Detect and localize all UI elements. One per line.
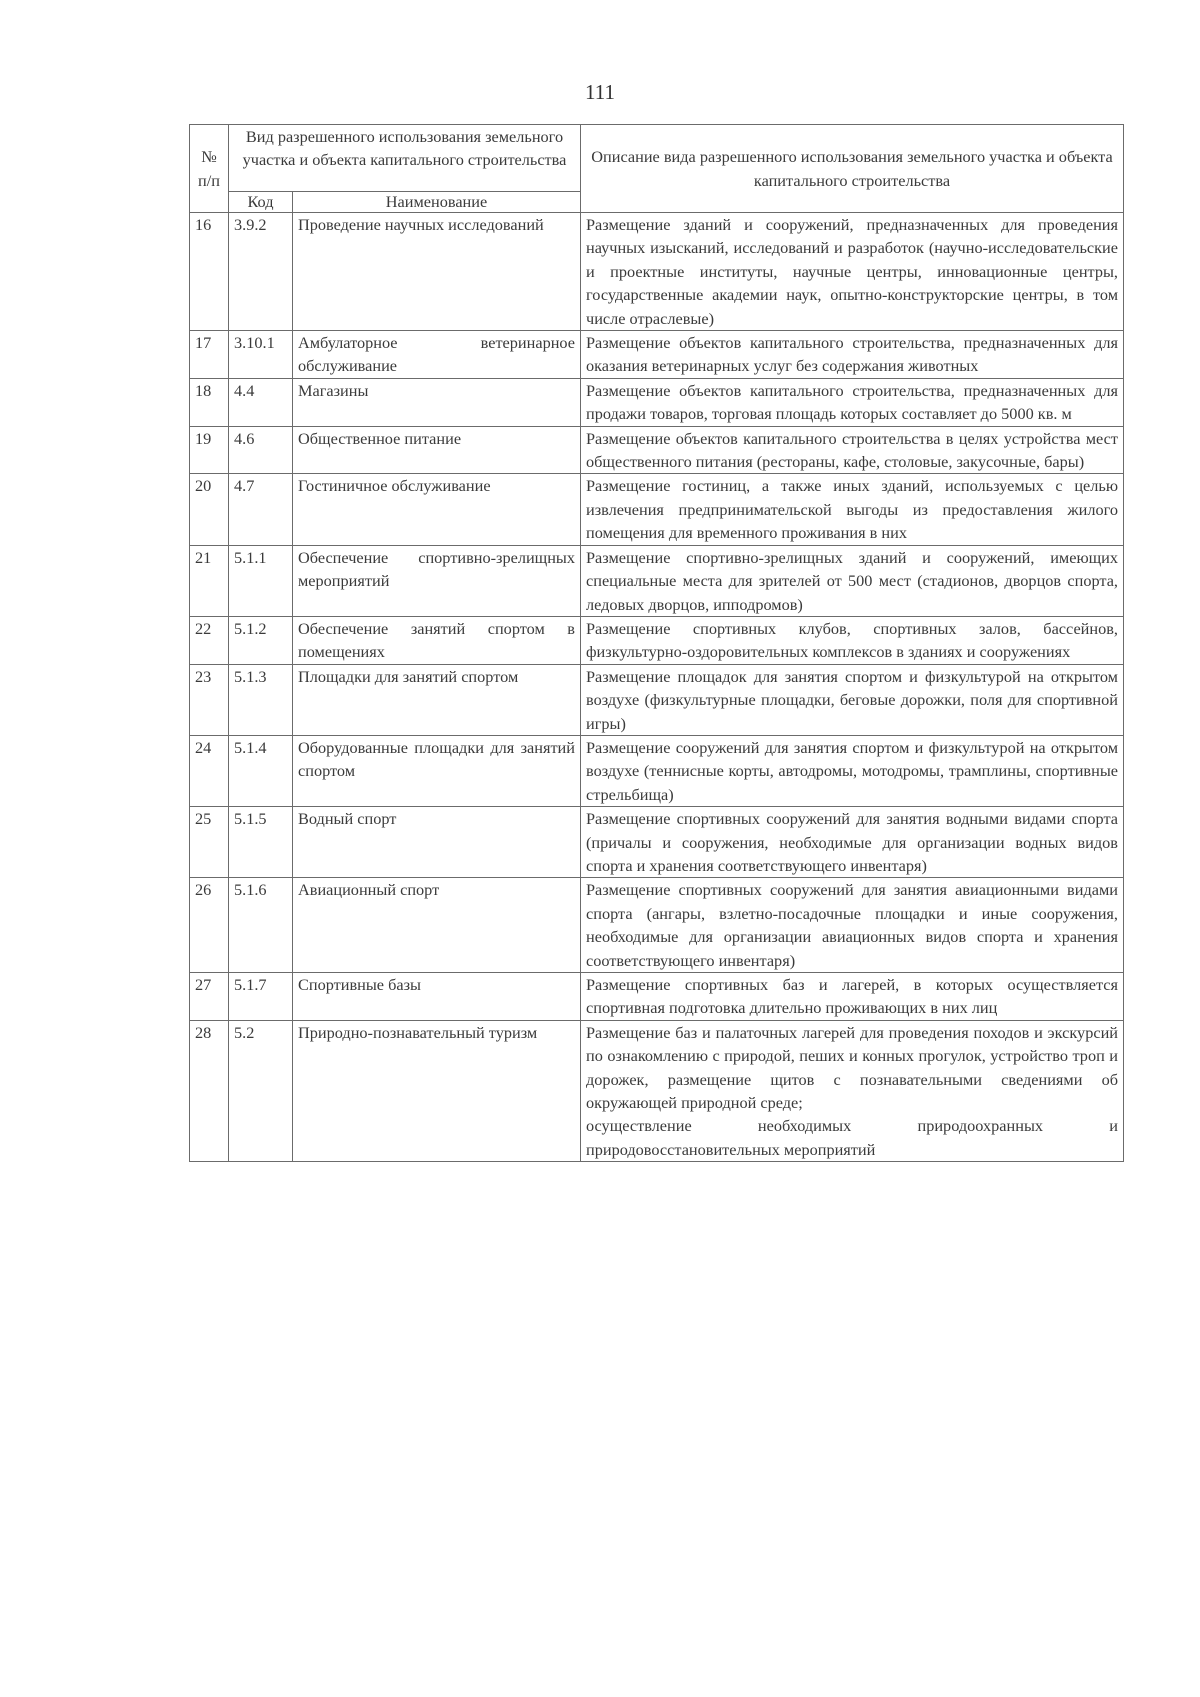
row-number: 18 xyxy=(190,378,229,426)
row-code: 4.7 xyxy=(229,474,293,545)
row-description xyxy=(581,878,1124,973)
row-code: 4.6 xyxy=(229,426,293,474)
row-number: 26 xyxy=(190,878,229,973)
row-number: 28 xyxy=(190,1020,229,1161)
row-code: 4.4 xyxy=(229,378,293,426)
row-name: Оборудованные площадки для занятий спортом xyxy=(293,735,581,806)
row-number: 22 xyxy=(190,616,229,664)
row-name: Общественное питание xyxy=(293,426,581,474)
row-name: Площадки для занятий спортом xyxy=(293,664,581,735)
table-row xyxy=(190,735,1124,806)
row-description-paragraph: Размещение спортивных сооружений для занятия водными видами спорта (причалы и сооружения, необходимые для организации водных видов спорта и хранения соответствующего инвентаря) xyxy=(586,809,1118,875)
table-row xyxy=(190,1020,1124,1161)
table-body xyxy=(190,213,1124,1162)
row-description xyxy=(581,664,1124,735)
row-name: Магазины xyxy=(293,378,581,426)
row-description-paragraph: Размещение объектов капитального строительства, предназначенных для оказания ветеринарных услуг без содержания животных xyxy=(586,333,1118,376)
table-row xyxy=(190,331,1124,379)
row-description-paragraph: Размещение объектов капитального строительства в целях устройства мест общественного питания (рестораны, кафе, столовые, закусочные, бары) xyxy=(586,428,1118,472)
row-code: 5.2 xyxy=(229,1020,293,1161)
row-number: 19 xyxy=(190,426,229,474)
row-description xyxy=(581,973,1124,1021)
row-code: 5.1.4 xyxy=(229,735,293,806)
row-description xyxy=(581,378,1124,426)
row-description xyxy=(581,213,1124,331)
row-name: Проведение научных исследований xyxy=(293,213,581,331)
row-code: 5.1.5 xyxy=(229,807,293,878)
row-number: 27 xyxy=(190,973,229,1021)
row-name: Амбулаторное ветеринарное обслуживание xyxy=(293,331,581,379)
table-row xyxy=(190,807,1124,878)
table-row xyxy=(190,664,1124,735)
row-name: Авиационный спорт xyxy=(293,878,581,973)
row-description xyxy=(581,545,1124,616)
header-use-type-group: Вид разрешенного использования земельного участка и объекта капитального строительства xyxy=(229,125,581,192)
table-row xyxy=(190,474,1124,545)
row-name: Спортивные базы xyxy=(293,973,581,1021)
row-name: Обеспечение занятий спортом в помещениях xyxy=(293,616,581,664)
table-row xyxy=(190,878,1124,973)
row-code: 3.10.1 xyxy=(229,331,293,379)
row-description-paragraph: Размещение баз и палаточных лагерей для проведения походов и экскурсий по ознакомлению с природой, пеших и конных прогулок, устройство троп и дорожек, размещение щитов с познавательными сведениями об окружающей природной среде; xyxy=(586,1022,1118,1113)
row-code: 5.1.2 xyxy=(229,616,293,664)
table-row xyxy=(190,616,1124,664)
table-row xyxy=(190,545,1124,616)
header-name: Наименование xyxy=(293,192,581,213)
row-description xyxy=(581,426,1124,474)
row-name: Обеспечение спортивно-зрелищных мероприятий xyxy=(293,545,581,616)
table-row xyxy=(190,973,1124,1021)
row-code: 5.1.3 xyxy=(229,664,293,735)
header-code: Код xyxy=(229,192,293,213)
page-number: 111 xyxy=(585,80,615,104)
row-description-paragraph: Размещение спортивных клубов, спортивных залов, бассейнов, физкультурно-оздоровительных комплексов в зданиях и сооружениях xyxy=(586,618,1118,662)
row-code: 5.1.6 xyxy=(229,878,293,973)
row-description xyxy=(581,1020,1124,1161)
row-number: 24 xyxy=(190,735,229,806)
row-code: 5.1.7 xyxy=(229,973,293,1021)
row-description-paragraph: Размещение гостиниц, а также иных зданий, используемых с целью извлечения предпринимательской выгоды из предоставления жилого помещения для временного проживания в них xyxy=(586,476,1118,543)
row-description xyxy=(581,331,1124,379)
row-number: 21 xyxy=(190,545,229,616)
row-description-paragraph: Размещение сооружений для занятия спортом и физкультурой на открытом воздухе (теннисные корты, автодромы, мотодромы, трамплины, спортивные стрельбища) xyxy=(586,737,1118,804)
header-number: № п/п xyxy=(190,125,229,213)
row-number: 25 xyxy=(190,807,229,878)
row-name: Водный спорт xyxy=(293,807,581,878)
table-header xyxy=(190,125,1124,213)
row-description xyxy=(581,735,1124,806)
row-description xyxy=(581,616,1124,664)
row-number: 16 xyxy=(190,213,229,331)
row-code: 5.1.1 xyxy=(229,545,293,616)
row-description-paragraph: Размещение спортивно-зрелищных зданий и сооружений, имеющих специальные места для зрителей от 500 мест (стадионов, дворцов спорта, ледовых дворцов, ипподромов) xyxy=(586,547,1118,614)
table-row xyxy=(190,426,1124,474)
row-description-paragraph: Размещение площадок для занятия спортом и физкультурой на открытом воздухе (физкультурные площадки, беговые дорожки, поля для спортивной игры) xyxy=(586,666,1118,733)
row-description-paragraph: Размещение объектов капитального строительства, предназначенных для продажи товаров, торговая площадь которых составляет до 5000 кв. м xyxy=(586,380,1118,424)
table-row xyxy=(190,378,1124,426)
land-use-table xyxy=(189,124,1124,1162)
row-number: 20 xyxy=(190,474,229,545)
row-description-paragraph: Размещение зданий и сооружений, предназначенных для проведения научных изысканий, исследований и разработок (научно-исследовательские и проектные институты, научные центры, инновационные центры, государственные академии наук, опытно-конструкторские центры, в том числе отраслевые) xyxy=(586,215,1118,328)
row-description xyxy=(581,474,1124,545)
table-row xyxy=(190,213,1124,331)
row-code: 3.9.2 xyxy=(229,213,293,331)
row-name: Гостиничное обслуживание xyxy=(293,474,581,545)
header-description: Описание вида разрешенного использования земельного участка и объекта капитального строительства xyxy=(581,125,1124,213)
row-number: 17 xyxy=(190,331,229,379)
row-description xyxy=(581,807,1124,878)
row-description-paragraph: Размещение спортивных сооружений для занятия авиационными видами спорта (ангары, взлетно-посадочные площадки и иные сооружения, необходимые для организации авиационных видов спорта и хранения соответствующего инвентаря) xyxy=(586,880,1118,970)
row-name: Природно-познавательный туризм xyxy=(293,1020,581,1161)
row-description-paragraph: осуществление необходимых природоохранных и природовосстановительных мероприятий xyxy=(586,1116,1118,1159)
row-number: 23 xyxy=(190,664,229,735)
row-description-paragraph: Размещение спортивных баз и лагерей, в которых осуществляется спортивная подготовка длительно проживающих в них лиц xyxy=(586,975,1118,1018)
